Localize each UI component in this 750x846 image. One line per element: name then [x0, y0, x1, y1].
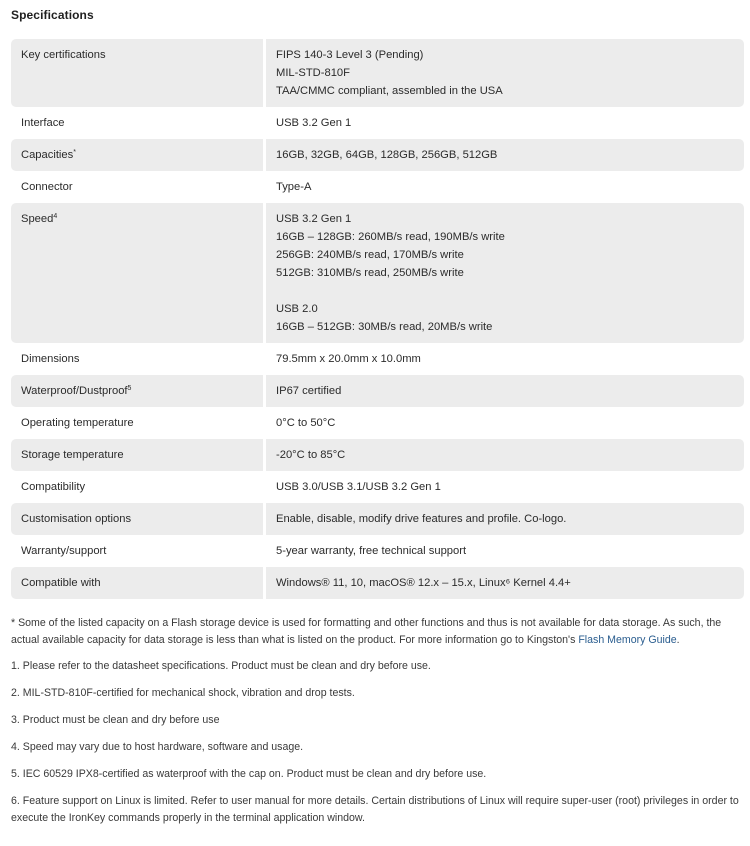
- spec-label: [11, 471, 266, 503]
- footnote-4: 4. Speed may vary due to host hardware, software and usage.: [11, 741, 304, 753]
- spec-row: [11, 567, 744, 599]
- spec-value-line: FIPS 140-3 Level 3 (Pending): [276, 49, 424, 61]
- spec-label-text: Operating temperature: [21, 417, 134, 429]
- spec-label-text: Customisation options: [21, 513, 132, 525]
- spec-value: [266, 375, 744, 407]
- spec-value: [266, 439, 744, 471]
- footnote-marker: 5: [127, 385, 132, 392]
- spec-row: [11, 407, 744, 439]
- spec-label-text: Waterproof/Dustproof: [21, 385, 128, 397]
- spec-row: [11, 139, 744, 171]
- footnote-capacity: [11, 615, 744, 649]
- spec-row: [11, 39, 744, 107]
- spec-value: [266, 535, 744, 567]
- spec-value: [266, 471, 744, 503]
- footnote-1: 1. Please refer to the datasheet specifications. Product must be clean and dry before use.: [11, 660, 431, 672]
- spec-row: [11, 171, 744, 203]
- spec-value-line: IP67 certified: [276, 385, 342, 397]
- spec-table: [11, 39, 744, 599]
- spec-value-line: Type-A: [276, 181, 312, 193]
- spec-label: [11, 407, 266, 439]
- spec-label: [11, 139, 266, 171]
- spec-row: [11, 107, 744, 139]
- spec-value-line: 16GB – 512GB: 30MB/s read, 20MB/s write: [276, 321, 493, 333]
- spec-label-text: Dimensions: [21, 353, 80, 365]
- spec-row: [11, 439, 744, 471]
- spec-label: [11, 567, 266, 599]
- spec-label: [11, 203, 266, 343]
- spec-value-line: 79.5mm x 20.0mm x 10.0mm: [276, 353, 421, 365]
- footnote-6: 6. Feature support on Linux is limited. Refer to user manual for more details. Certain distributions of Linux will require super-user (root) privileges in order to execute the IronKey commands properly in the terminal application window.: [11, 795, 739, 824]
- spec-value-line: 256GB: 240MB/s read, 170MB/s write: [276, 249, 464, 261]
- footnote-capacity-text: * Some of the listed capacity on a Flash storage device is used for formatting and other functions and thus is not available for data storage. As such, the actual available capacity for data storage is less than what is listed on the product. For more information go to Kingston's: [11, 617, 722, 646]
- spec-label: [11, 39, 266, 107]
- spec-value: [266, 503, 744, 535]
- page-title: Specifications: [11, 8, 94, 22]
- spec-value-line: USB 3.2 Gen 1: [276, 117, 352, 129]
- spec-value-line: Enable, disable, modify drive features and profile. Co-logo.: [276, 513, 567, 525]
- spec-value-line: Windows® 11, 10, macOS® 12.x – 15.x, Linux⁶ Kernel 4.4+: [276, 577, 571, 589]
- footnotes: [11, 615, 744, 827]
- spec-label-text: Key certifications: [21, 49, 106, 61]
- spec-value-line: USB 3.0/USB 3.1/USB 3.2 Gen 1: [276, 481, 441, 493]
- flash-memory-guide-link[interactable]: Flash Memory Guide: [578, 634, 677, 646]
- spec-value-line: 512GB: 310MB/s read, 250MB/s write: [276, 267, 464, 279]
- spec-value-line: 0°C to 50°C: [276, 417, 336, 429]
- spec-label-text: Compatibility: [21, 481, 86, 493]
- footnote-marker: *: [73, 149, 76, 156]
- footnote-2: 2. MIL-STD-810F-certified for mechanical shock, vibration and drop tests.: [11, 687, 355, 699]
- spec-label: [11, 503, 266, 535]
- footnote-5: 5. IEC 60529 IPX8-certified as waterproof with the cap on. Product must be clean and dry before use.: [11, 768, 487, 780]
- spec-value: [266, 203, 744, 343]
- spec-label-text: Storage temperature: [21, 449, 124, 461]
- spec-label-text: Compatible with: [21, 577, 101, 589]
- spec-label: [11, 171, 266, 203]
- spec-label: [11, 375, 266, 407]
- spec-label: [11, 439, 266, 471]
- spec-label-text: Capacities: [21, 149, 74, 161]
- spec-value-line: USB 2.0: [276, 303, 318, 315]
- spec-label-text: Speed: [21, 213, 54, 225]
- spec-label-text: Interface: [21, 117, 65, 129]
- footnote-marker: 4: [53, 213, 58, 220]
- spec-value: [266, 407, 744, 439]
- spec-value: [266, 567, 744, 599]
- spec-value-line: -20°C to 85°C: [276, 449, 346, 461]
- footnote-capacity-end: .: [676, 634, 680, 646]
- spec-value-line: USB 3.2 Gen 1: [276, 213, 352, 225]
- spec-value-line: 16GB, 32GB, 64GB, 128GB, 256GB, 512GB: [276, 149, 498, 161]
- spec-row: [11, 535, 744, 567]
- spec-row: [11, 203, 744, 343]
- spec-row: [11, 343, 744, 375]
- spec-value-line: [276, 282, 734, 300]
- spec-value: [266, 139, 744, 171]
- spec-value-line: TAA/CMMC compliant, assembled in the USA: [276, 85, 503, 97]
- spec-row: [11, 503, 744, 535]
- spec-value: [266, 107, 744, 139]
- spec-label: [11, 535, 266, 567]
- spec-value-line: 16GB – 128GB: 260MB/s read, 190MB/s write: [276, 231, 505, 243]
- spec-row: [11, 471, 744, 503]
- spec-value-line: 5-year warranty, free technical support: [276, 545, 467, 557]
- spec-value: [266, 343, 744, 375]
- spec-value: [266, 171, 744, 203]
- footnote-3: 3. Product must be clean and dry before use: [11, 714, 220, 726]
- spec-label: [11, 343, 266, 375]
- spec-label-text: Warranty/support: [21, 545, 107, 557]
- spec-label-text: Connector: [21, 181, 73, 193]
- spec-value-line: MIL-STD-810F: [276, 67, 350, 79]
- spec-value: [266, 39, 744, 107]
- spec-row: [11, 375, 744, 407]
- spec-label: [11, 107, 266, 139]
